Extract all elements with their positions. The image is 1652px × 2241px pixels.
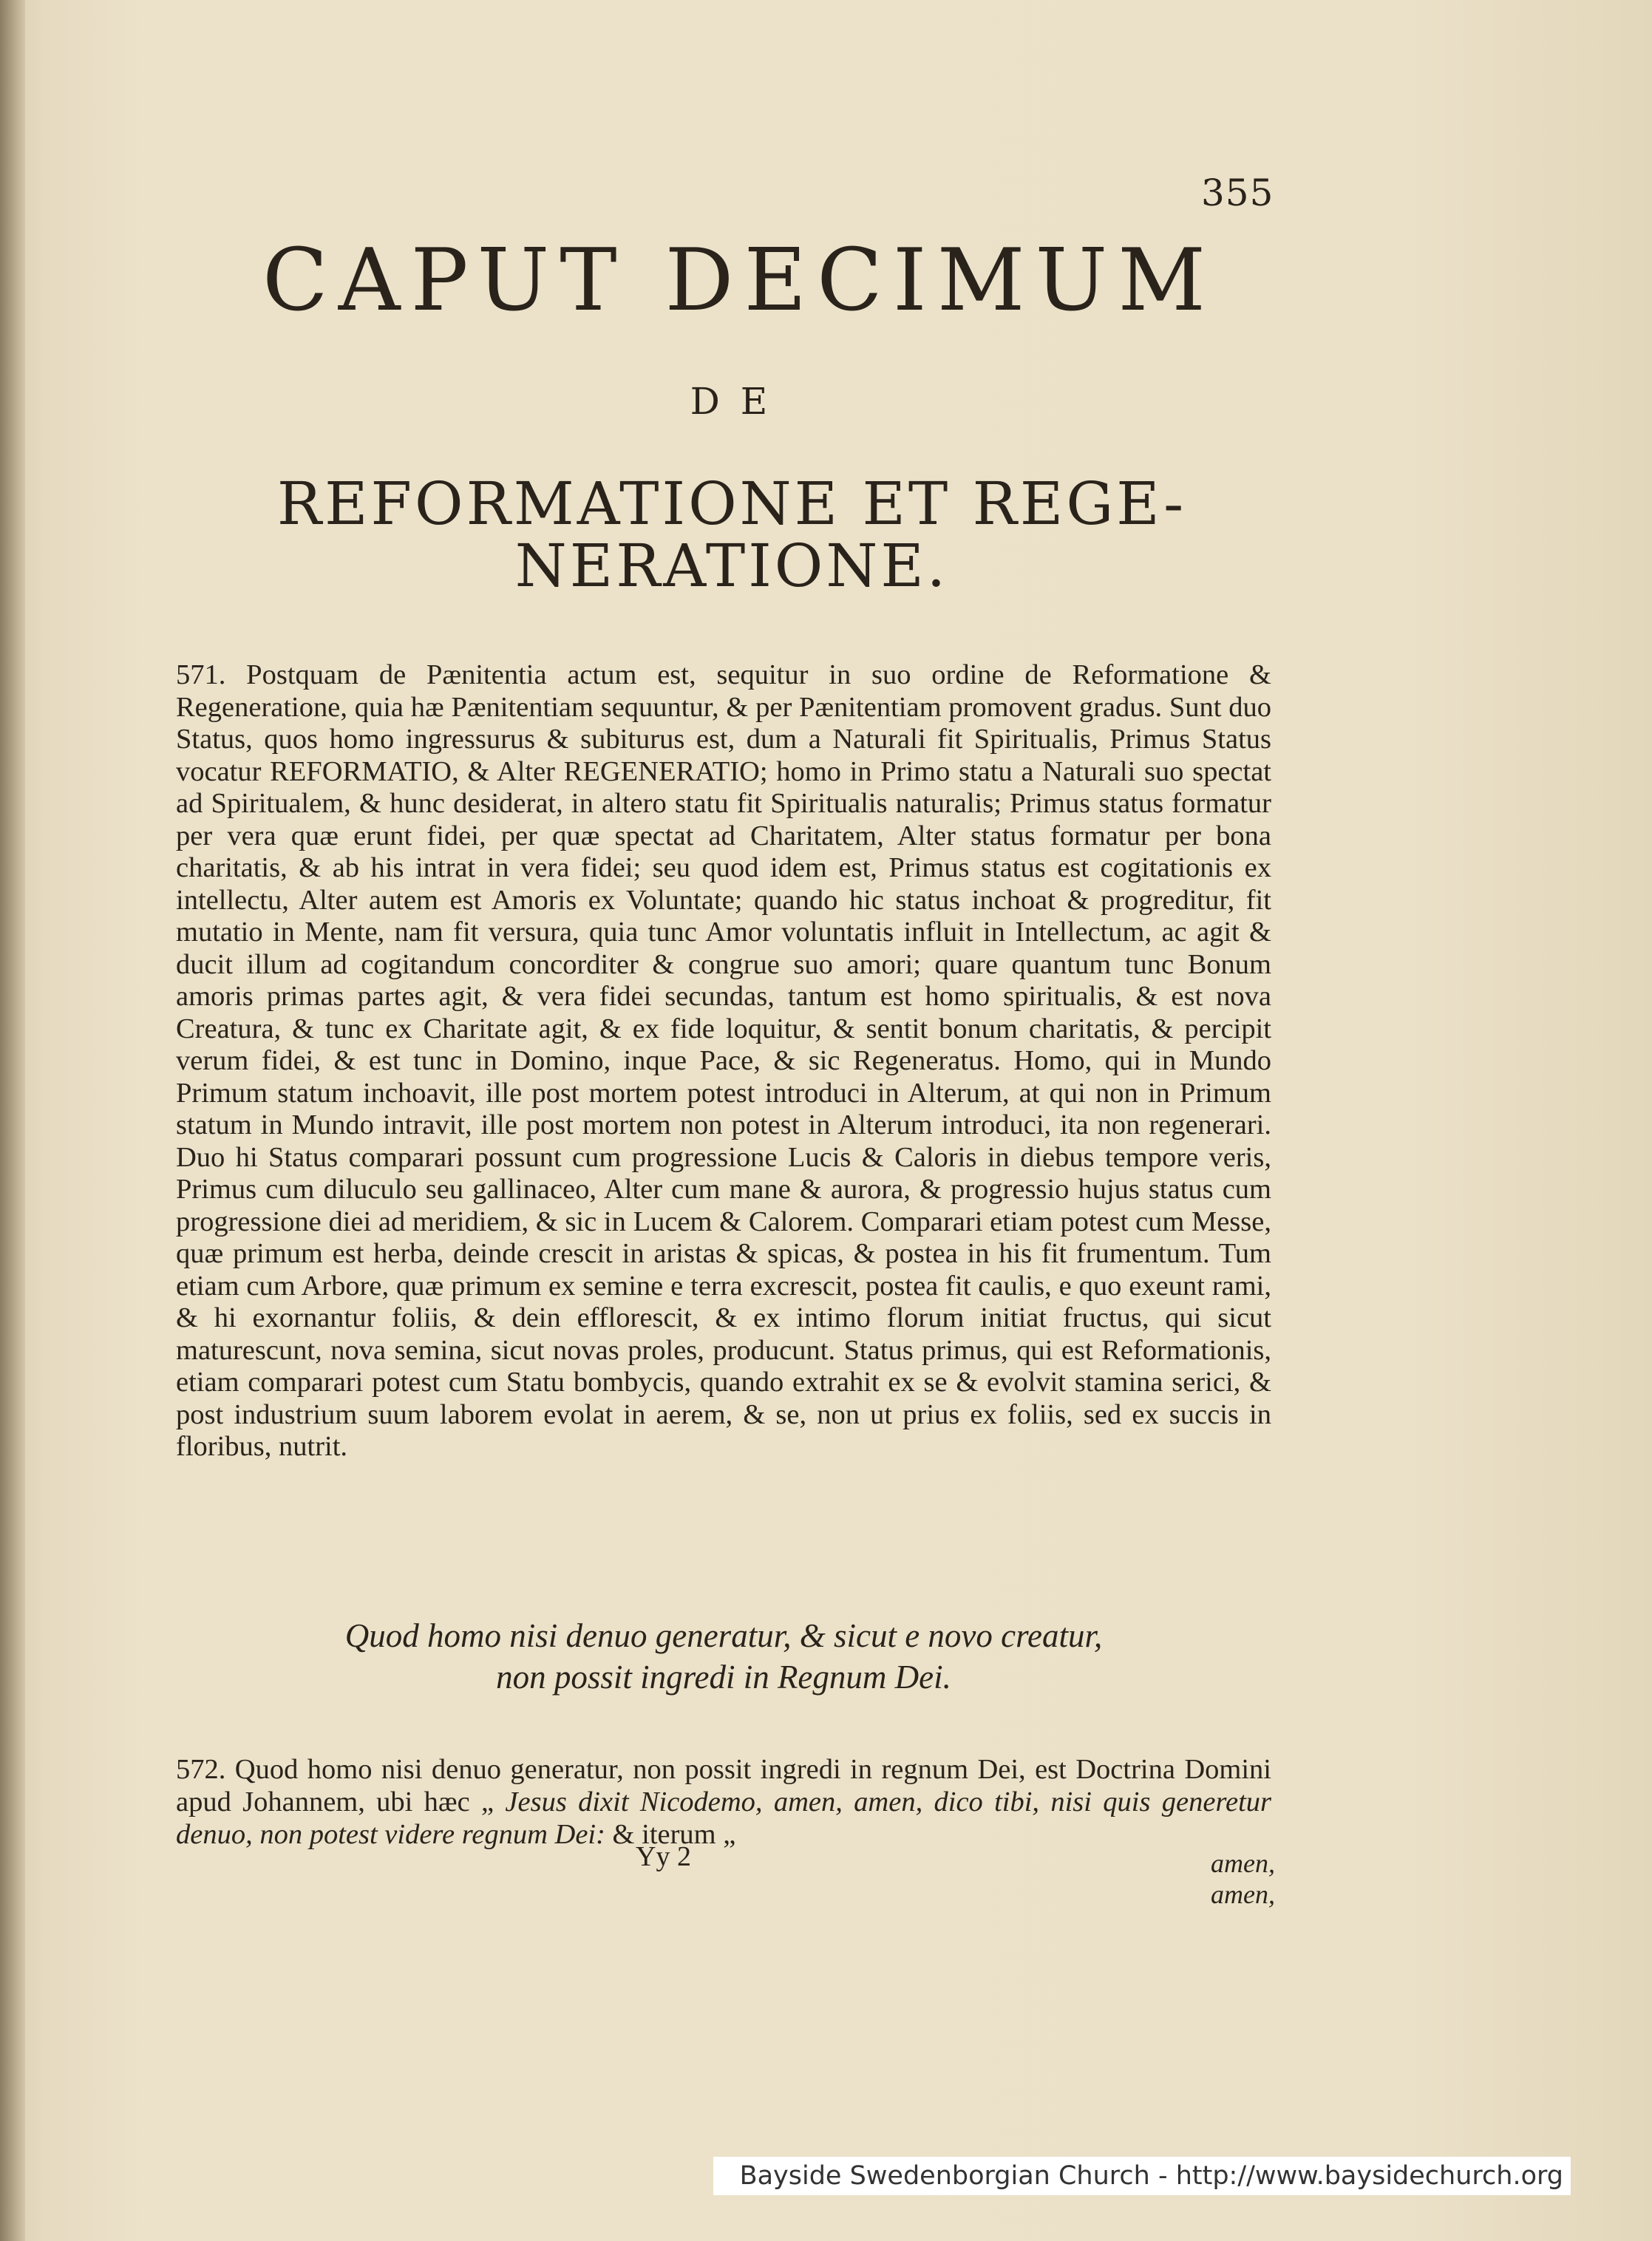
paragraph-572-continuation: & iterum „	[612, 1819, 736, 1850]
book-gutter	[0, 0, 25, 2241]
signature-mark: Yy 2	[636, 1841, 691, 1872]
catchword: amen, amen,	[1211, 1849, 1275, 1909]
section-heading	[176, 1615, 1271, 1698]
paragraph-572	[176, 1753, 1271, 1851]
chapter-title: CAPUT DECIMUM	[262, 231, 1217, 330]
chapter-subtitle	[192, 469, 1271, 600]
section-heading-line-2: non possit ingredi in Regnum Dei.	[496, 1659, 951, 1696]
chapter-preposition: DE	[690, 380, 789, 423]
paragraph-571: 571. Postquam de Pænitentia actum est, sequitur in suo ordine de Reformatione & Regeneratione, quia hæ Pænitentiam sequuntur, & per Pænitentiam promovent gradus. Sunt duo Status, quos homo ingressurus & subiturus est, dum a Naturali fit Spiritualis, Primus Status vocatur REFORMATIO, & Alter REGENERATIO; homo in Primo statu a Naturali suo spectat ad Spiritualem, & hunc desiderat, in altero statu fit Spiritualis naturalis; Primus status formatur per vera quæ erunt fidei, per quæ spectat ad Charitatem, Alter status formatur per bona charitatis, & ab his intrat in vera fidei; seu quod idem est, Primus status est cogitationis ex intellectu, Alter autem est Amoris ex Voluntate; quando hic status inchoat & progreditur, fit mutatio in Mente, nam fit versura, quia tunc Amor voluntatis influit in Intellectum, ac agit & ducit illum ad cogitandum concorditer & congrue suo amori; quare quantum tunc Bonum amoris primas partes agit, & vera fidei secundas, tantum est homo spiritualis, & est nova Creatura, & tunc ex Charitate agit, & ex fide loquitur, & sentit bonum charitatis, & percipit verum fidei, & est tunc in Domino, inque Pace, & sic Regeneratus. Homo, qui in Mundo Primum statum inchoavit, ille post mortem potest introduci in Alterum, at qui non in Primum statum in Mundo intravit, ille post mortem non potest in Alterum introduci, ita non regenerari. Duo hi Status comparari possunt cum progressione Lucis & Caloris in diebus tempore veris, Primus cum diluculo seu gallinaceo, Alter cum mane & aurora, & progressio hujus status cum progressione diei ad meridiem, & sic in Lucem & Calorem. Comparari etiam potest cum Messe, quæ primum est herba, deinde crescit in aristas & spicas, & postea in his fit frumentum. Tum etiam cum Arbore, quæ primum ex semine e terra excrescit, postea fit caulis, e quo exeunt rami, & hi exornantur foliis, & dein efflorescit, & ex intimo florum initiat fructus, qui sicut maturescunt, nova semina, sicut novas proles, producunt. Status primus, qui est Reformationis, etiam comparari potest cum Statu bombycis, quando extrahit ex se & evolvit stamina serici, & post industrium suum laborem evolat in aerem, & se, non ut prius ex foliis, sed ex succis in floribus, nutrit.	[176, 659, 1271, 1462]
paragraph-572-text: 572. Quod homo nisi denuo generatur, non possit ingredi in regnum Dei, est Doctrina Domini apud Johannem, ubi hæc „	[176, 1754, 1271, 1817]
subtitle-line-1: REFORMATIONE ET REGE-	[276, 469, 1187, 538]
watermark-credit: Bayside Swedenborgian Church - http://www.baysidechurch.org	[713, 2157, 1571, 2195]
section-heading-line-1: Quod homo nisi denuo generatur, & sicut e novo creatur,	[344, 1617, 1103, 1654]
subtitle-line-2: NERATIONE.	[514, 531, 949, 600]
page-number: 355	[1201, 171, 1274, 214]
paragraph-572-quote: Jesus dixit Nicodemo, amen, amen, dico tibi, nisi quis generetur denuo, non potest videre regnum Dei:	[176, 1786, 1272, 1850]
